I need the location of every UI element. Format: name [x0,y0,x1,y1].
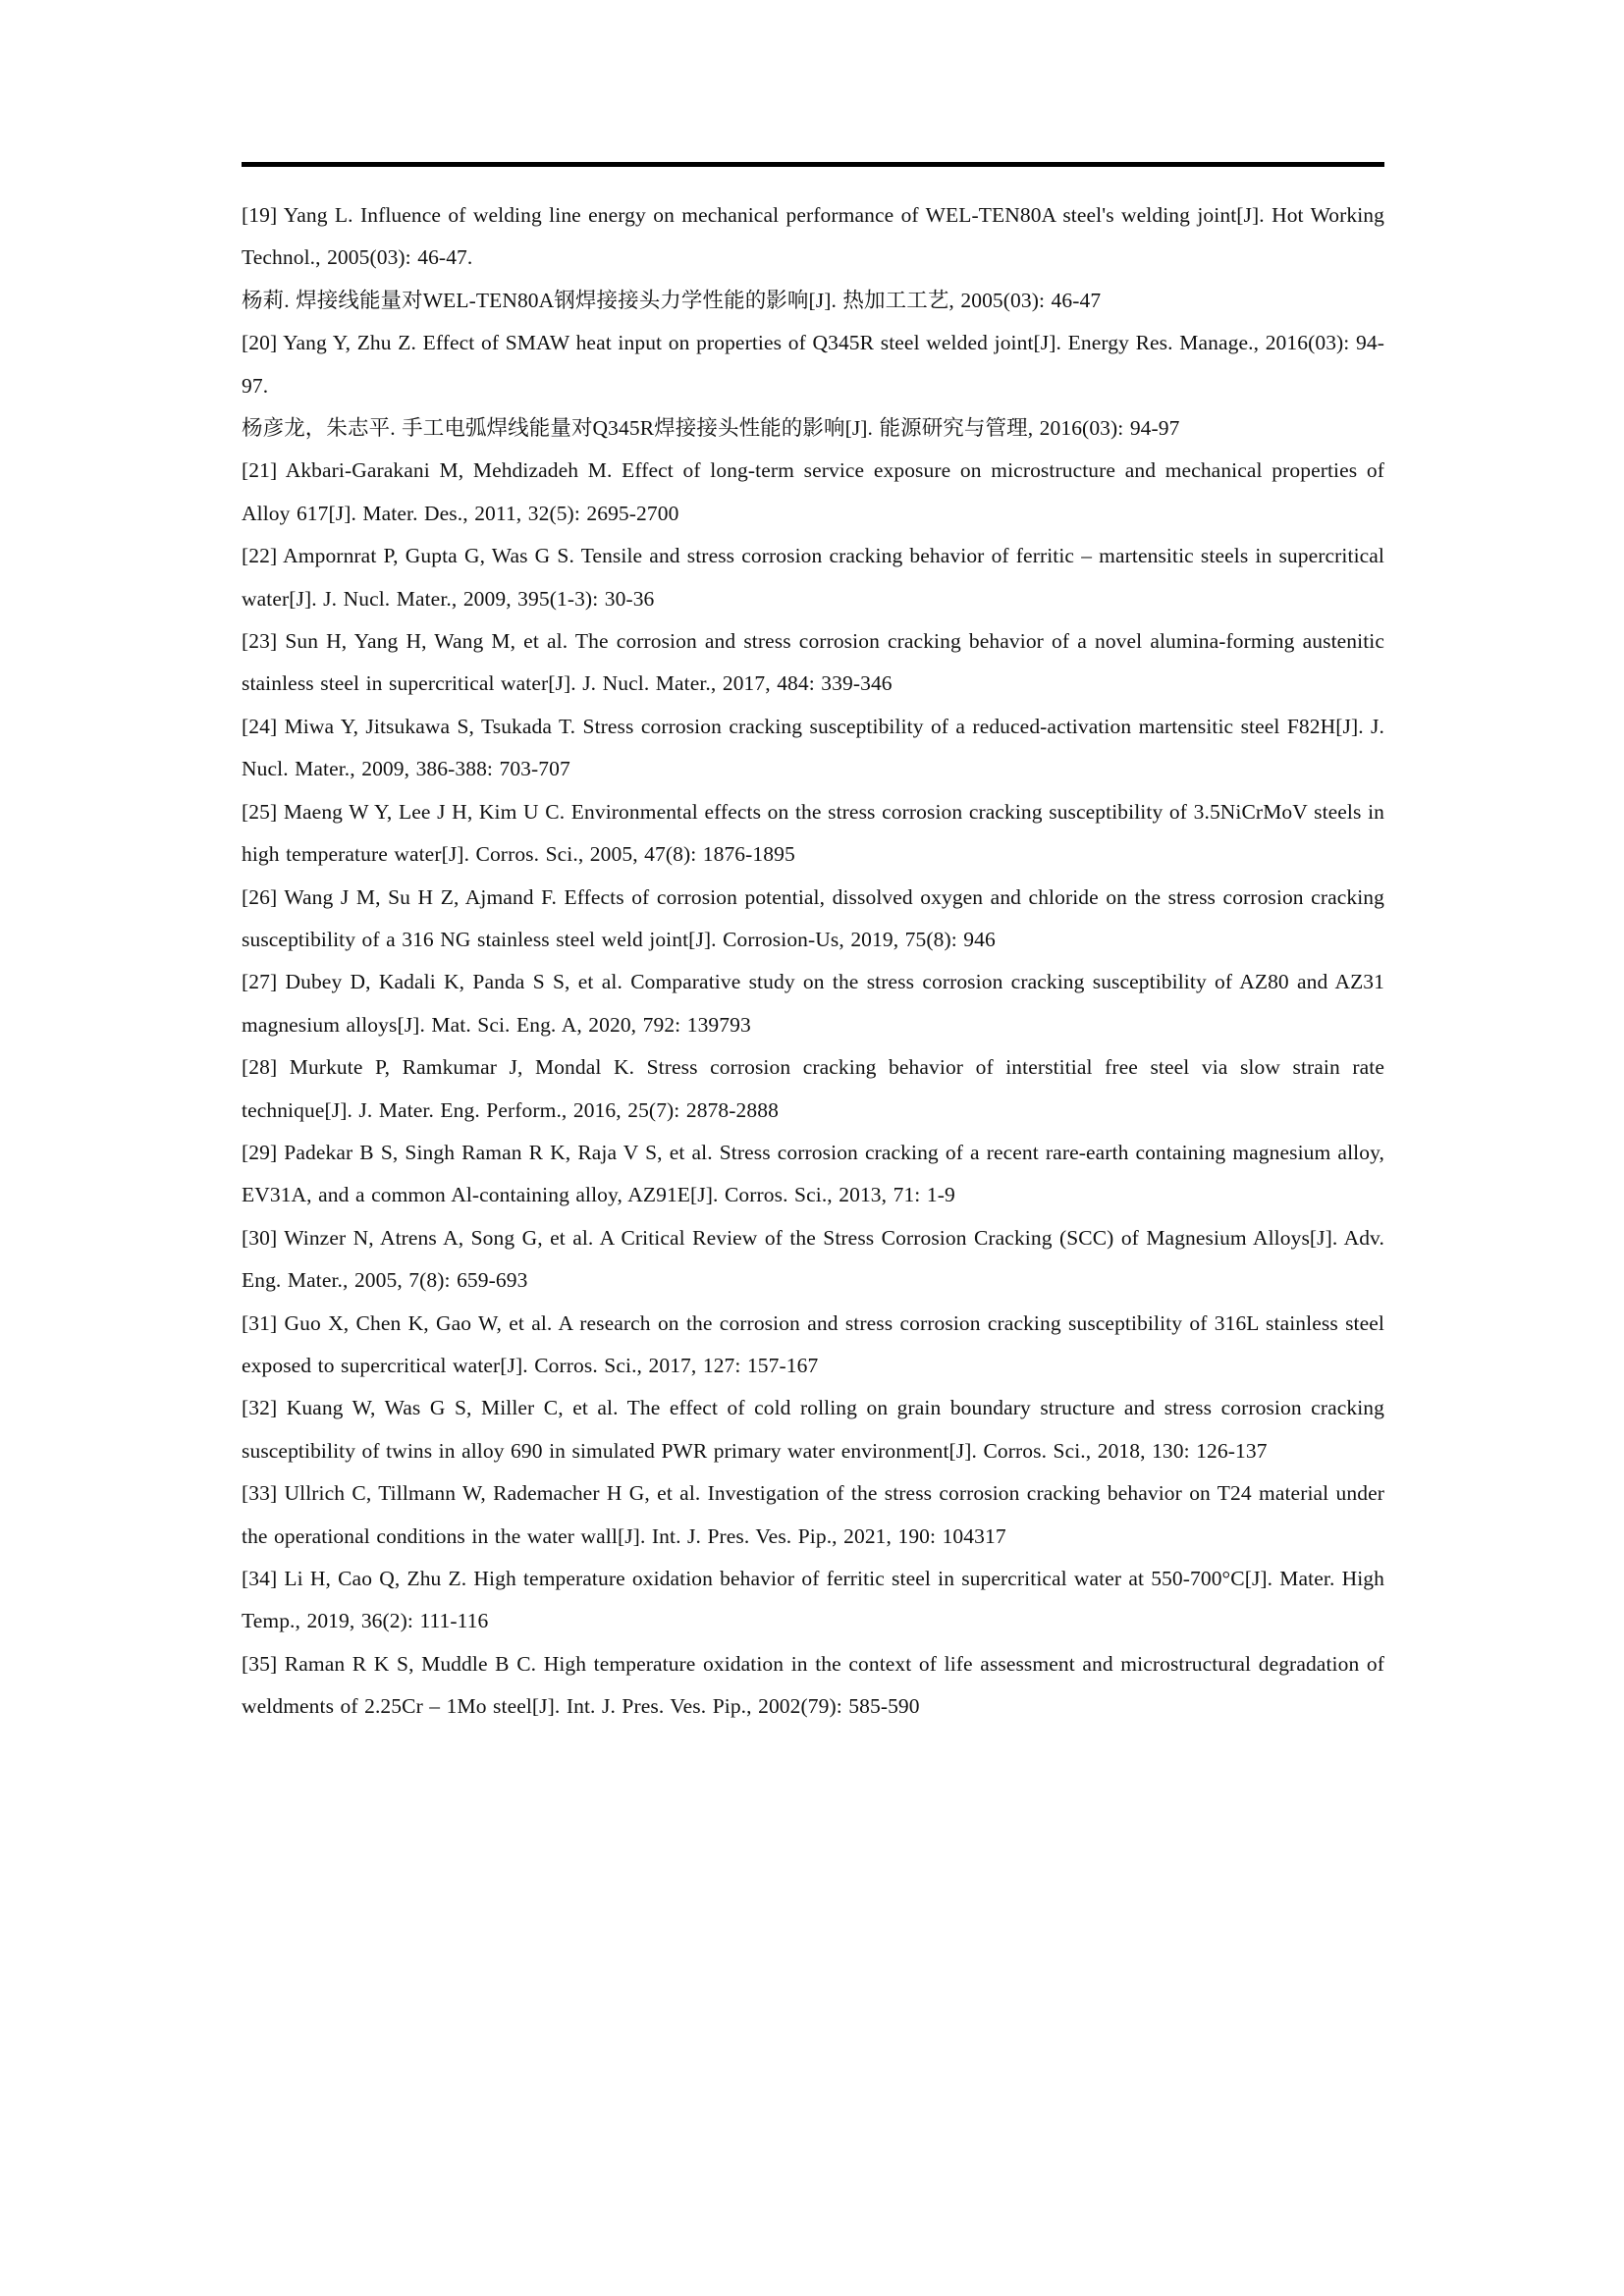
reference-item-25: [25] Maeng W Y, Lee J H, Kim U C. Environmental effects on the stress corrosion cracking susceptibility of 3.5NiCrMoV steels in high temperature water[J]. Corros. Sci., 2005, 47(8): 1876-1895 [242,799,1384,867]
reference-item-31: [31] Guo X, Chen K, Gao W, et al. A research on the corrosion and stress corrosion cracking susceptibility of 316L stainless steel exposed to supercritical water[J]. Corros. Sci., 2017, 127: 157-167 [242,1310,1384,1377]
reference-item-30: [30] Winzer N, Atrens A, Song G, et al. A Critical Review of the Stress Corrosion Cracking (SCC) of Magnesium Alloys[J]. Adv. Eng. Mater., 2005, 7(8): 659-693 [242,1225,1384,1293]
reference-item-32: [32] Kuang W, Was G S, Miller C, et al. The effect of cold rolling on grain boundary structure and stress corrosion cracking susceptibility of twins in alloy 690 in simulated PWR primary water environment[J]. Corros. Sci., 2018, 130: 126-137 [242,1396,1384,1463]
reference-item-35: [35] Raman R K S, Muddle B C. High temperature oxidation in the context of life assessment and microstructural degradation of weldments of 2.25Cr – 1Mo steel[J]. Int. J. Pres. Ves. Pip., 2002(79): 585-590 [242,1651,1384,1719]
reference-item-24: [24] Miwa Y, Jitsukawa S, Tsukada T. Stress corrosion cracking susceptibility of a reduced-activation martensitic steel F82H[J]. J. Nucl. Mater., 2009, 386-388: 703-707 [242,714,1384,781]
reference-item-21: [21] Akbari-Garakani M, Mehdizadeh M. Effect of long-term service exposure on microstructure and mechanical properties of Alloy 617[J]. Mater. Des., 2011, 32(5): 2695-2700 [242,458,1384,525]
reference-item-29: [29] Padekar B S, Singh Raman R K, Raja V S, et al. Stress corrosion cracking of a recent rare-earth containing magnesium alloy, EV31A, and a common Al-containing alloy, AZ91E[J]. Corros. Sci., 2013, 71: 1-9 [242,1140,1384,1207]
reference-item-19-cn: 杨莉. 焊接线能量对WEL-TEN80A钢焊接接头力学性能的影响[J]. 热加工工艺, 2005(03): 46-47 [242,288,1102,312]
reference-item-26: [26] Wang J M, Su H Z, Ajmand F. Effects of corrosion potential, dissolved oxygen and chloride on the stress corrosion cracking susceptibility of a 316 NG stainless steel weld joint[J]. Corrosion-Us, 2019, 75(8): 946 [242,884,1384,951]
reference-item-34: [34] Li H, Cao Q, Zhu Z. High temperature oxidation behavior of ferritic steel in supercritical water at 550-700°C[J]. Mater. High Temp., 2019, 36(2): 111-116 [242,1567,1384,1633]
reference-item-19: [19] Yang L. Influence of welding line energy on mechanical performance of WEL-TEN80A steel's welding joint[J]. Hot Working Technol., 2005(03): 46-47. [242,203,1384,270]
reference-item-28: [28] Murkute P, Ramkumar J, Mondal K. Stress corrosion cracking behavior of interstitial free steel via slow strain rate technique[J]. J. Mater. Eng. Perform., 2016, 25(7): 2878-2888 [242,1055,1384,1122]
reference-item-20: [20] Yang Y, Zhu Z. Effect of SMAW heat input on properties of Q345R steel welded joint[J]. Energy Res. Manage., 2016(03): 94-97. [242,331,1384,398]
reference-item-20-cn: 杨彦龙，朱志平. 手工电弧焊线能量对Q345R焊接接头性能的影响[J]. 能源研究与管理, 2016(03): 94-97 [242,416,1180,441]
reference-item-27: [27] Dubey D, Kadali K, Panda S S, et al. Comparative study on the stress corrosion cracking susceptibility of AZ80 and AZ31 magnesium alloys[J]. Mat. Sci. Eng. A, 2020, 792: 139793 [242,970,1384,1037]
reference-item-23: [23] Sun H, Yang H, Wang M, et al. The corrosion and stress corrosion cracking behavior of a novel alumina-forming austenitic stainless steel in supercritical water[J]. J. Nucl. Mater., 2017, 484: 339-346 [242,629,1384,696]
reference-item-22: [22] Ampornrat P, Gupta G, Was G S. Tensile and stress corrosion cracking behavior of ferritic – martensitic steels in supercritical water[J]. J. Nucl. Mater., 2009, 395(1-3): 30-36 [242,544,1384,611]
header-rule [242,162,1384,167]
references-list [242,194,1384,1729]
reference-item-33: [33] Ullrich C, Tillmann W, Rademacher H G, et al. Investigation of the stress corrosion cracking behavior on T24 material under the operational conditions in the water wall[J]. Int. J. Pres. Ves. Pip., 2021, 190: 104317 [242,1481,1384,1548]
